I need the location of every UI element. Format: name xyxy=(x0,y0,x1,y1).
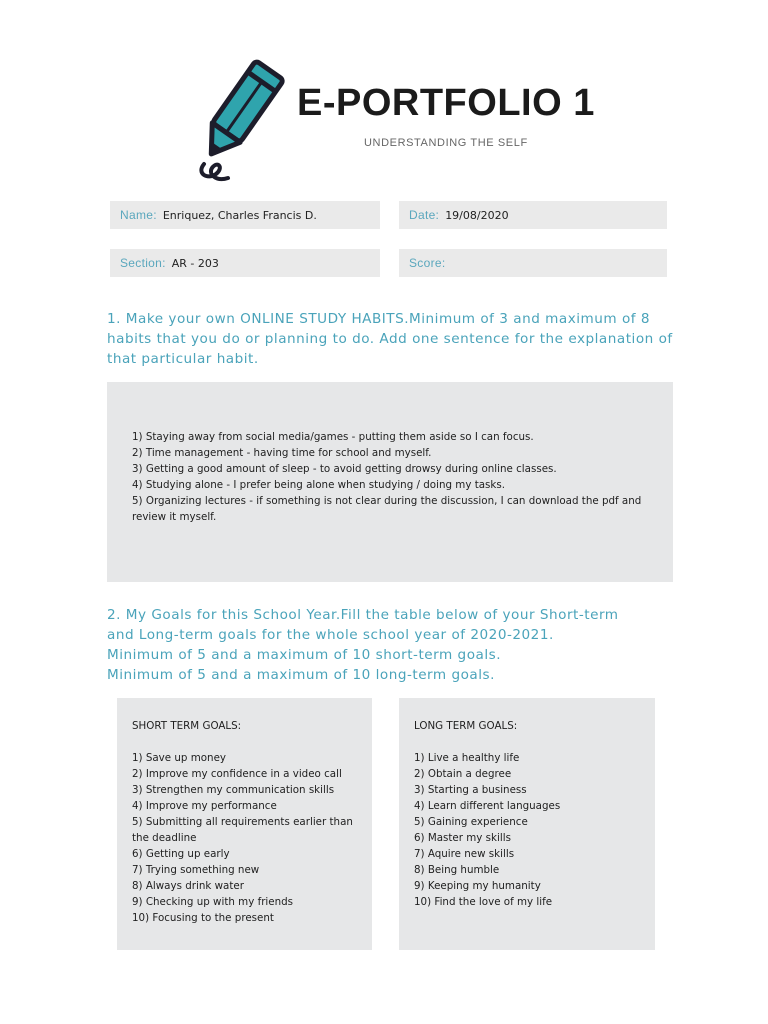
list-item: 3) Getting a good amount of sleep - to avoid getting drowsy during online classes. xyxy=(132,463,557,475)
date-label: Date: xyxy=(409,208,440,222)
question-2-line: 2. My Goals for this School Year.Fill the table below of your Short-term xyxy=(107,607,619,623)
question-2 xyxy=(107,605,677,685)
list-item: 10) Find the love of my life xyxy=(414,896,553,908)
list-item: 8) Being humble xyxy=(414,864,500,876)
list-item: 4) Learn different languages xyxy=(414,800,561,812)
list-item: 3) Strengthen my communication skills xyxy=(132,784,335,796)
question-2-line: and Long-term goals for the whole school year of 2020-2021. xyxy=(107,627,554,643)
date-box xyxy=(399,201,667,229)
score-label: Score: xyxy=(409,256,446,270)
list-item: 2) Time management - having time for school and myself. xyxy=(132,447,432,459)
question-2-line: Minimum of 5 and a maximum of 10 long-term goals. xyxy=(107,667,495,683)
list-item: 5) Organizing lectures - if something is not clear during the discussion, I can download the pdf and review it myself. xyxy=(132,495,642,523)
list-item: 7) Trying something new xyxy=(132,864,260,876)
list-item: 10) Focusing to the present xyxy=(132,912,274,924)
list-item: 4) Improve my performance xyxy=(132,800,277,812)
name-box xyxy=(110,201,380,229)
habits-answer-box xyxy=(107,382,673,582)
section-box xyxy=(110,249,380,277)
list-item: 1) Live a healthy life xyxy=(414,752,520,764)
list-item: 6) Getting up early xyxy=(132,848,230,860)
short-term-goals-box xyxy=(117,698,372,950)
list-item: 8) Always drink water xyxy=(132,880,244,892)
long-term-header: LONG TERM GOALS: xyxy=(414,720,518,732)
short-term-header: SHORT TERM GOALS: xyxy=(132,720,242,732)
long-term-goals-box xyxy=(399,698,655,950)
list-item: 4) Studying alone - I prefer being alone when studying / doing my tasks. xyxy=(132,479,506,491)
section-value: AR - 203 xyxy=(171,256,219,270)
page-title: E-PORTFOLIO 1 xyxy=(297,82,595,124)
list-item: 5) Gaining experience xyxy=(414,816,528,828)
question-1: 1. Make your own ONLINE STUDY HABITS.Minimum of 3 and maximum of 8 habits that you do or planning to do. Add one sentence for the explanation of that particular habit. xyxy=(107,311,673,367)
list-item: 7) Aquire new skills xyxy=(414,848,515,860)
question-2-line: Minimum of 5 and a maximum of 10 short-term goals. xyxy=(107,647,502,663)
list-item: 2) Improve my confidence in a video call xyxy=(132,768,342,780)
list-item: 2) Obtain a degree xyxy=(414,768,512,780)
list-item: 3) Starting a business xyxy=(414,784,527,796)
page-subtitle: UNDERSTANDING THE SELF xyxy=(364,137,528,149)
list-item: 1) Staying away from social media/games - putting them aside so I can focus. xyxy=(132,431,534,443)
list-item: 1) Save up money xyxy=(132,752,227,764)
name-value: Enriquez, Charles Francis D. xyxy=(162,208,317,222)
date-value: 19/08/2020 xyxy=(445,208,509,222)
list-item: 9) Keeping my humanity xyxy=(414,880,541,892)
section-label: Section: xyxy=(120,256,166,270)
list-item: 5) Submitting all requirements earlier than the deadline xyxy=(132,816,353,844)
list-item: 9) Checking up with my friends xyxy=(132,896,294,908)
name-label: Name: xyxy=(120,208,157,222)
pencil-icon xyxy=(186,52,286,184)
score-box xyxy=(399,249,667,277)
list-item: 6) Master my skills xyxy=(414,832,511,844)
